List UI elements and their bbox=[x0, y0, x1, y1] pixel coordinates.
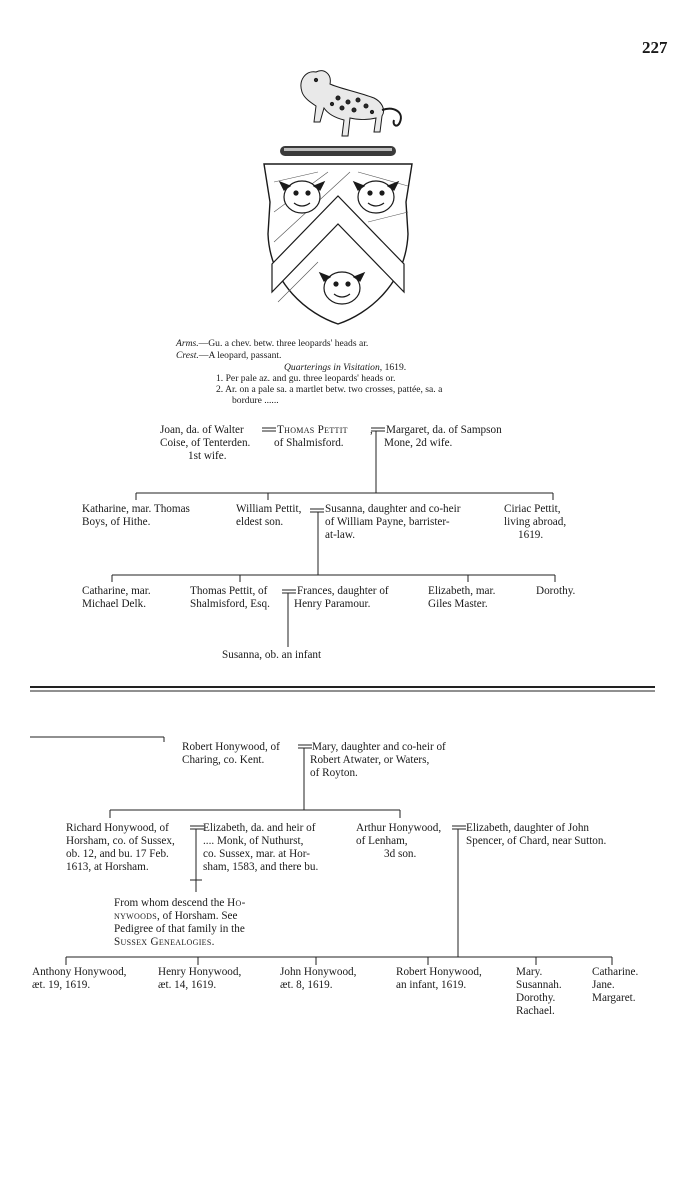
elizabeth-monk-line-3: co. Sussex, mar. at Hor- bbox=[203, 848, 310, 860]
daughter-catharine: Catharine. bbox=[592, 966, 639, 978]
anthony-line-2: æt. 19, 1619. bbox=[32, 979, 91, 991]
henry-line-1: Henry Honywood, bbox=[158, 966, 242, 978]
frances-line-2: Henry Paramour. bbox=[294, 598, 371, 610]
descent-note-line-2: nywoods, of Horsham. See bbox=[114, 910, 238, 922]
ciriac-line-2: living abroad, bbox=[504, 516, 567, 528]
ciriac-line-3: 1619. bbox=[518, 529, 544, 541]
crest-line: Crest.—A leopard, passant. bbox=[176, 350, 282, 361]
arthur-line-2: of Lenham, bbox=[356, 835, 408, 847]
descent-note-line-1: From whom descend the Ho- bbox=[114, 897, 246, 909]
margaret-line-1: Margaret, da. of Sampson bbox=[386, 424, 502, 436]
richard-line-2: Horsham, co. of Sussex, bbox=[66, 835, 175, 847]
arthur-line-1: Arthur Honywood, bbox=[356, 822, 442, 834]
frances-line-1: Frances, daughter of bbox=[297, 585, 389, 597]
daughter-mary: Mary. bbox=[516, 966, 543, 978]
susanna-line-3: at-law. bbox=[325, 529, 356, 541]
joan-line-2: Coise, of Tenterden. bbox=[160, 437, 251, 449]
thomas-pettit-name: Thomas Pettit bbox=[277, 424, 348, 436]
katharine-line-2: Boys, of Hithe. bbox=[82, 516, 151, 528]
quartering-1: 1. Per pale az. and gu. three leopards' heads or. bbox=[216, 373, 396, 384]
dorothy: Dorothy. bbox=[536, 585, 576, 597]
elizabeth-monk-line-1: Elizabeth, da. and heir of bbox=[203, 822, 316, 834]
arms-line: Arms.—Gu. a chev. betw. three leopards' heads ar. bbox=[176, 338, 369, 349]
susanna-line-1: Susanna, daughter and co-heir bbox=[325, 503, 461, 515]
arthur-line-3: 3d son. bbox=[384, 848, 417, 860]
margaret-line-2: Mone, 2d wife. bbox=[384, 437, 453, 449]
catharine-line-1: Catharine, mar. bbox=[82, 585, 151, 597]
henry-line-2: æt. 14, 1619. bbox=[158, 979, 217, 991]
elizabeth-spencer-line-2: Spencer, of Chard, near Sutton. bbox=[466, 835, 607, 847]
william-line-2: eldest son. bbox=[236, 516, 284, 528]
descent-note-line-3: Pedigree of that family in the bbox=[114, 923, 245, 935]
quarterings-title: Quarterings in Visitation, 1619. bbox=[284, 362, 407, 373]
daughter-jane: Jane. bbox=[592, 979, 615, 991]
thomas-comma: , bbox=[370, 424, 373, 436]
richard-line-3: ob. 12, and bu. 17 Feb. bbox=[66, 848, 169, 860]
thomas2-line-2: Shalmisford, Esq. bbox=[190, 598, 270, 610]
joan-line-3: 1st wife. bbox=[188, 450, 227, 462]
ciriac-line-1: Ciriac Pettit, bbox=[504, 503, 561, 515]
thomas-line-2: of Shalmisford. bbox=[274, 437, 344, 449]
elizabeth-monk-line-2: .... Monk, of Nuthurst, bbox=[203, 835, 304, 847]
daughter-rachael: Rachael. bbox=[516, 1005, 555, 1017]
elizabeth-monk-line-4: sham, 1583, and there bu. bbox=[203, 861, 319, 873]
richard-line-4: 1613, at Horsham. bbox=[66, 861, 149, 873]
john-line-1: John Honywood, bbox=[280, 966, 357, 978]
daughter-margaret: Margaret. bbox=[592, 992, 636, 1004]
mary-line-2: Robert Atwater, or Waters, bbox=[310, 754, 430, 766]
thomas2-line-1: Thomas Pettit, of bbox=[190, 585, 268, 597]
katharine-line-1: Katharine, mar. Thomas bbox=[82, 503, 190, 515]
daughter-dorothy: Dorothy. bbox=[516, 992, 556, 1004]
daughter-susannah: Susannah. bbox=[516, 979, 562, 991]
descent-note-line-4: Sussex Genealogies. bbox=[114, 936, 215, 948]
john-line-2: æt. 8, 1619. bbox=[280, 979, 333, 991]
robert2-line-1: Robert Honywood, bbox=[396, 966, 482, 978]
elizabeth-line-1: Elizabeth, mar. bbox=[428, 585, 496, 597]
william-line-1: William Pettit, bbox=[236, 503, 302, 515]
robert-honywood-line-2: Charing, co. Kent. bbox=[182, 754, 265, 766]
susanna-infant: Susanna, ob. an infant bbox=[222, 649, 322, 661]
page-number: 227 bbox=[642, 38, 668, 57]
catharine-line-2: Michael Delk. bbox=[82, 598, 146, 610]
quartering-2a: 2. Ar. on a pale sa. a martlet betw. two crosses, pattée, sa. a bbox=[216, 384, 443, 395]
mary-line-3: of Royton. bbox=[310, 767, 358, 779]
richard-line-1: Richard Honywood, of bbox=[66, 822, 169, 834]
elizabeth-line-2: Giles Master. bbox=[428, 598, 488, 610]
anthony-line-1: Anthony Honywood, bbox=[32, 966, 127, 978]
joan-line-1: Joan, da. of Walter bbox=[160, 424, 244, 436]
robert-honywood-line-1: Robert Honywood, of bbox=[182, 741, 280, 753]
susanna-line-2: of William Payne, barrister- bbox=[325, 516, 450, 528]
elizabeth-spencer-line-1: Elizabeth, daughter of John bbox=[466, 822, 590, 834]
mary-line-1: Mary, daughter and co-heir of bbox=[312, 741, 446, 753]
robert2-line-2: an infant, 1619. bbox=[396, 979, 467, 991]
quartering-2b: bordure ...... bbox=[232, 395, 279, 406]
